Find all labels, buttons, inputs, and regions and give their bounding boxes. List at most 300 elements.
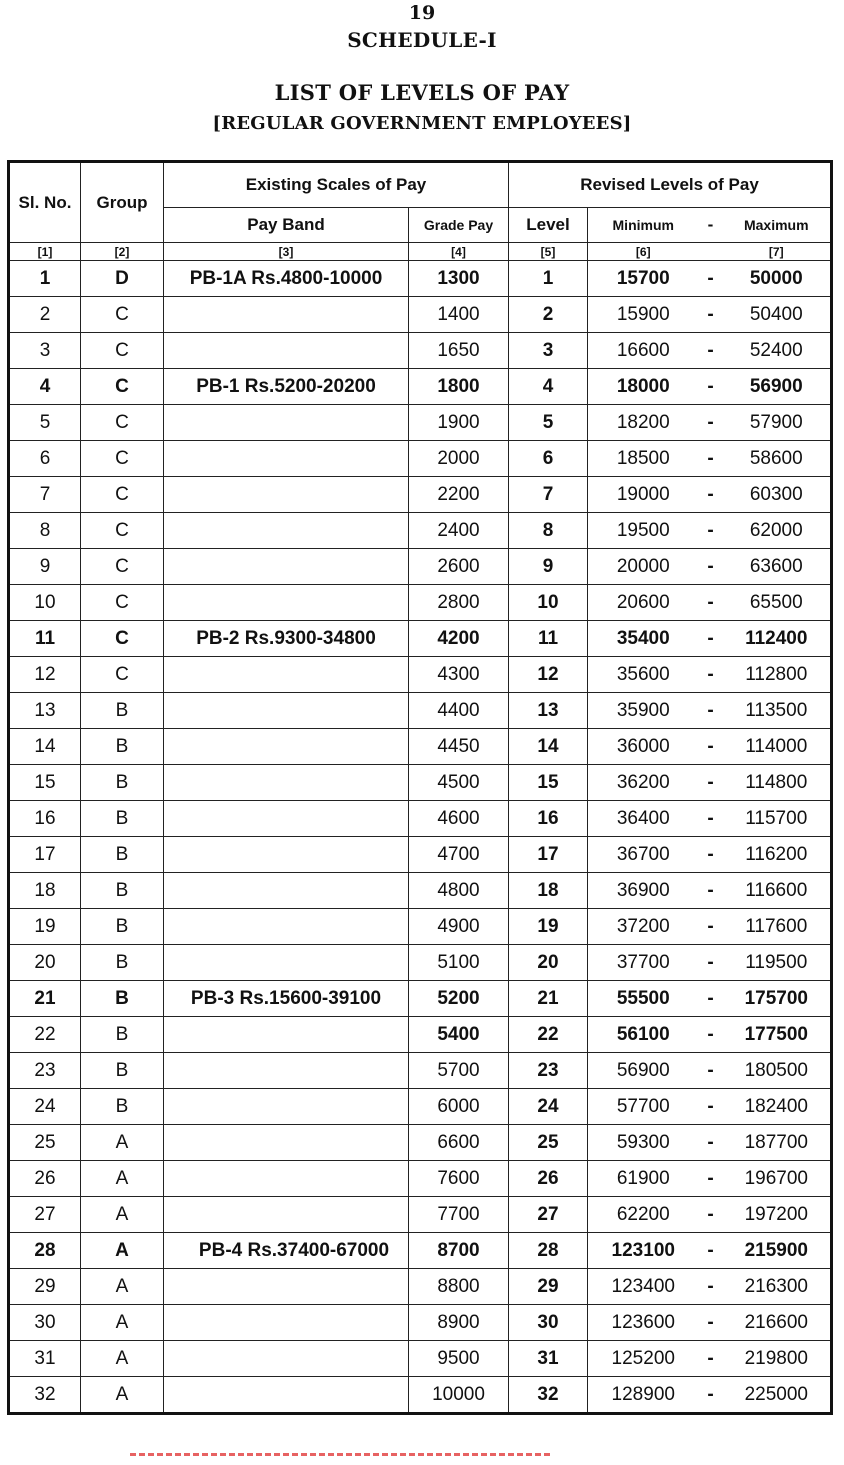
cell-sl-no: 25 [9,1125,81,1161]
cell-minimum: 35900 [588,693,699,729]
cell-minimum: 37200 [588,909,699,945]
cell-sl-no: 12 [9,657,81,693]
cell-pay-band [164,765,409,801]
cell-grade-pay: 8800 [409,1269,509,1305]
cell-pay-band [164,1197,409,1233]
cell-group: A [81,1197,164,1233]
cell-maximum: 197200 [723,1197,832,1233]
cell-sl-no: 17 [9,837,81,873]
col-header-revised-levels: Revised Levels of Pay [509,162,832,208]
cell-grade-pay: 4600 [409,801,509,837]
cell-dash: - [699,909,723,945]
cell-group: B [81,945,164,981]
table-row [9,981,832,1017]
cell-minimum: 61900 [588,1161,699,1197]
cell-dash: - [699,405,723,441]
cell-sl-no: 28 [9,1233,81,1269]
cell-pay-band [164,405,409,441]
cell-dash: - [699,1089,723,1125]
cell-sl-no: 29 [9,1269,81,1305]
cell-sl-no: 26 [9,1161,81,1197]
cell-dash: - [699,441,723,477]
cell-sl-no: 23 [9,1053,81,1089]
cell-minimum: 125200 [588,1341,699,1377]
cell-grade-pay: 7600 [409,1161,509,1197]
cell-sl-no: 2 [9,297,81,333]
cell-level: 18 [509,873,588,909]
cell-grade-pay: 4900 [409,909,509,945]
cell-group: C [81,549,164,585]
cell-level: 11 [509,621,588,657]
cell-dash: - [699,549,723,585]
col-header-sl-no [9,162,81,243]
cell-sl-no: 18 [9,873,81,909]
cell-grade-pay: 10000 [409,1377,509,1414]
cell-minimum: 36200 [588,765,699,801]
cell-minimum: 36000 [588,729,699,765]
col-header-dash: - [699,208,723,243]
cell-dash: - [699,801,723,837]
cell-grade-pay: 7700 [409,1197,509,1233]
pay-levels-table [7,160,833,1415]
table-row [9,1233,832,1269]
table-row [9,657,832,693]
cell-pay-band [164,1053,409,1089]
cell-dash: - [699,945,723,981]
cell-group: B [81,873,164,909]
cell-level: 1 [509,261,588,297]
cell-maximum: 57900 [723,405,832,441]
cell-dash: - [699,1197,723,1233]
cell-minimum: 56100 [588,1017,699,1053]
cell-grade-pay: 1400 [409,297,509,333]
cell-grade-pay: 4450 [409,729,509,765]
cell-maximum: 114800 [723,765,832,801]
cell-sl-no: 13 [9,693,81,729]
cell-group: A [81,1377,164,1414]
cell-maximum: 225000 [723,1377,832,1414]
cell-dash: - [699,873,723,909]
index-cell: [2] [81,243,164,261]
cell-maximum: 187700 [723,1125,832,1161]
cell-sl-no: 9 [9,549,81,585]
cell-pay-band [164,1269,409,1305]
cell-sl-no: 24 [9,1089,81,1125]
cell-group: C [81,621,164,657]
cell-minimum: 55500 [588,981,699,1017]
cell-sl-no: 3 [9,333,81,369]
cell-sl-no: 4 [9,369,81,405]
cell-sl-no: 22 [9,1017,81,1053]
index-cell: [4] [409,243,509,261]
cell-level: 10 [509,585,588,621]
cell-maximum: 56900 [723,369,832,405]
cell-minimum: 36400 [588,801,699,837]
cell-grade-pay: 4700 [409,837,509,873]
cell-maximum: 117600 [723,909,832,945]
cell-dash: - [699,369,723,405]
cell-sl-no: 8 [9,513,81,549]
table-row [9,1161,832,1197]
cell-group: C [81,297,164,333]
cell-group: C [81,369,164,405]
table-row [9,729,832,765]
cell-level: 24 [509,1089,588,1125]
cell-group: C [81,441,164,477]
cell-pay-band: PB-1A Rs.4800-10000 [164,261,409,297]
cell-pay-band [164,585,409,621]
table-row [9,1017,832,1053]
cell-sl-no: 11 [9,621,81,657]
cell-group: A [81,1269,164,1305]
col-header-sl-no-text: Sl. No. [18,192,72,212]
cell-pay-band [164,441,409,477]
cell-level: 25 [509,1125,588,1161]
cell-dash: - [699,261,723,297]
cell-sl-no: 5 [9,405,81,441]
cell-pay-band: PB-4 Rs.37400-67000 [164,1233,409,1269]
cell-pay-band: PB-1 Rs.5200-20200 [164,369,409,405]
cell-minimum: 18500 [588,441,699,477]
cell-maximum: 177500 [723,1017,832,1053]
cell-grade-pay: 5400 [409,1017,509,1053]
table-row [9,369,832,405]
table-row [9,1197,832,1233]
cell-pay-band [164,549,409,585]
table-row [9,1341,832,1377]
cell-dash: - [699,1233,723,1269]
cell-minimum: 56900 [588,1053,699,1089]
cell-group: A [81,1161,164,1197]
cell-grade-pay: 2800 [409,585,509,621]
cell-dash: - [699,729,723,765]
column-index-row [9,243,832,261]
cell-grade-pay: 9500 [409,1341,509,1377]
cell-pay-band [164,1125,409,1161]
cell-level: 15 [509,765,588,801]
cell-pay-band [164,297,409,333]
cell-dash: - [699,1017,723,1053]
cell-pay-band [164,1017,409,1053]
cell-grade-pay: 2200 [409,477,509,513]
cell-group: C [81,657,164,693]
cell-pay-band [164,477,409,513]
cell-group: C [81,333,164,369]
cell-dash: - [699,693,723,729]
cell-level: 12 [509,657,588,693]
cell-group: C [81,513,164,549]
cell-grade-pay: 4800 [409,873,509,909]
cell-grade-pay: 5700 [409,1053,509,1089]
cell-pay-band [164,909,409,945]
cell-minimum: 19000 [588,477,699,513]
page-title: LIST OF LEVELS OF PAY [274,80,570,105]
cell-maximum: 62000 [723,513,832,549]
cell-pay-band [164,873,409,909]
cell-group: B [81,693,164,729]
cell-dash: - [699,981,723,1017]
cell-grade-pay: 1800 [409,369,509,405]
cell-maximum: 113500 [723,693,832,729]
cell-minimum: 123600 [588,1305,699,1341]
cell-maximum: 50400 [723,297,832,333]
cell-grade-pay: 4500 [409,765,509,801]
cell-level: 30 [509,1305,588,1341]
cell-grade-pay: 4400 [409,693,509,729]
cell-pay-band [164,1161,409,1197]
cell-maximum: 182400 [723,1089,832,1125]
cell-group: C [81,477,164,513]
cell-grade-pay: 1900 [409,405,509,441]
cell-sl-no: 15 [9,765,81,801]
cell-minimum: 15900 [588,297,699,333]
cell-pay-band [164,1089,409,1125]
cell-level: 23 [509,1053,588,1089]
cell-group: B [81,1017,164,1053]
col-header-pay-band: Pay Band [164,208,409,243]
table-row [9,945,832,981]
table-row [9,1089,832,1125]
cell-level: 27 [509,1197,588,1233]
cell-sl-no: 10 [9,585,81,621]
table-row [9,1269,832,1305]
cell-level: 13 [509,693,588,729]
cell-maximum: 114000 [723,729,832,765]
cell-sl-no: 19 [9,909,81,945]
cell-sl-no: 14 [9,729,81,765]
cell-grade-pay: 2400 [409,513,509,549]
cell-minimum: 62200 [588,1197,699,1233]
cell-pay-band: PB-3 Rs.15600-39100 [164,981,409,1017]
cell-group: C [81,585,164,621]
table-row [9,1053,832,1089]
cell-dash: - [699,765,723,801]
table-row [9,585,832,621]
cell-maximum: 196700 [723,1161,832,1197]
cell-maximum: 119500 [723,945,832,981]
cell-maximum: 219800 [723,1341,832,1377]
table-row [9,693,832,729]
cell-dash: - [699,837,723,873]
cell-grade-pay: 6000 [409,1089,509,1125]
cell-dash: - [699,1269,723,1305]
col-header-level: Level [509,208,588,243]
cell-maximum: 112400 [723,621,832,657]
index-cell: [7] [723,243,832,261]
cell-grade-pay: 8900 [409,1305,509,1341]
table-row [9,837,832,873]
cell-level: 21 [509,981,588,1017]
cell-minimum: 16600 [588,333,699,369]
cell-sl-no: 30 [9,1305,81,1341]
cell-grade-pay: 5100 [409,945,509,981]
schedule-heading: SCHEDULE-I [347,28,497,52]
cell-pay-band: PB-2 Rs.9300-34800 [164,621,409,657]
red-underline-artifact [130,1453,550,1465]
cell-group: A [81,1305,164,1341]
cell-grade-pay: 1300 [409,261,509,297]
cell-grade-pay: 6600 [409,1125,509,1161]
cell-dash: - [699,621,723,657]
cell-maximum: 115700 [723,801,832,837]
col-header-existing-scales: Existing Scales of Pay [164,162,509,208]
cell-level: 6 [509,441,588,477]
cell-level: 14 [509,729,588,765]
cell-dash: - [699,333,723,369]
cell-sl-no: 32 [9,1377,81,1414]
cell-grade-pay: 4200 [409,621,509,657]
index-cell: [5] [509,243,588,261]
cell-sl-no: 21 [9,981,81,1017]
cell-dash: - [699,1341,723,1377]
table-row [9,1125,832,1161]
table-row [9,765,832,801]
cell-sl-no: 6 [9,441,81,477]
table-row [9,1305,832,1341]
cell-grade-pay: 8700 [409,1233,509,1269]
cell-minimum: 123400 [588,1269,699,1305]
index-cell-spacer [699,243,723,261]
cell-minimum: 20000 [588,549,699,585]
cell-dash: - [699,297,723,333]
cell-pay-band [164,513,409,549]
cell-minimum: 36700 [588,837,699,873]
cell-group: A [81,1341,164,1377]
cell-level: 28 [509,1233,588,1269]
col-header-group: Group [81,162,164,243]
cell-pay-band [164,837,409,873]
cell-group: C [81,405,164,441]
cell-group: B [81,729,164,765]
cell-maximum: 63600 [723,549,832,585]
table-row [9,873,832,909]
cell-maximum: 116600 [723,873,832,909]
cell-level: 20 [509,945,588,981]
cell-pay-band [164,1305,409,1341]
table-row [9,261,832,297]
cell-minimum: 35600 [588,657,699,693]
table-row [9,441,832,477]
table-row [9,1377,832,1414]
cell-level: 3 [509,333,588,369]
cell-pay-band [164,801,409,837]
cell-sl-no: 1 [9,261,81,297]
cell-pay-band [164,1377,409,1414]
cell-level: 8 [509,513,588,549]
cell-dash: - [699,513,723,549]
cell-level: 26 [509,1161,588,1197]
cell-minimum: 20600 [588,585,699,621]
cell-maximum: 216600 [723,1305,832,1341]
cell-minimum: 18000 [588,369,699,405]
table-row [9,909,832,945]
table-row [9,801,832,837]
cell-pay-band [164,945,409,981]
index-cell: [6] [588,243,699,261]
cell-pay-band [164,657,409,693]
cell-sl-no: 16 [9,801,81,837]
table-row [9,513,832,549]
cell-maximum: 180500 [723,1053,832,1089]
cell-group: B [81,981,164,1017]
cell-maximum: 52400 [723,333,832,369]
cell-maximum: 50000 [723,261,832,297]
cell-minimum: 19500 [588,513,699,549]
cell-grade-pay: 2600 [409,549,509,585]
cell-grade-pay: 2000 [409,441,509,477]
cell-level: 2 [509,297,588,333]
cell-pay-band [164,693,409,729]
cell-sl-no: 27 [9,1197,81,1233]
cell-grade-pay: 5200 [409,981,509,1017]
cell-level: 17 [509,837,588,873]
table-row [9,621,832,657]
cell-pay-band [164,1341,409,1377]
col-header-grade-pay: Grade Pay [409,208,509,243]
cell-grade-pay: 1650 [409,333,509,369]
table-row [9,333,832,369]
cell-dash: - [699,1377,723,1414]
index-cell: [1] [9,243,81,261]
cell-maximum: 112800 [723,657,832,693]
index-cell: [3] [164,243,409,261]
cell-group: B [81,801,164,837]
cell-group: A [81,1233,164,1269]
cell-maximum: 116200 [723,837,832,873]
cell-dash: - [699,1053,723,1089]
cell-minimum: 37700 [588,945,699,981]
cell-maximum: 60300 [723,477,832,513]
cell-level: 19 [509,909,588,945]
cell-level: 32 [509,1377,588,1414]
table-row [9,549,832,585]
table-row [9,297,832,333]
cell-maximum: 175700 [723,981,832,1017]
cell-dash: - [699,585,723,621]
table-row [9,477,832,513]
col-header-minimum: Minimum [588,208,699,243]
cell-group: B [81,837,164,873]
cell-pay-band [164,729,409,765]
cell-minimum: 35400 [588,621,699,657]
cell-dash: - [699,1161,723,1197]
cell-dash: - [699,1305,723,1341]
cell-maximum: 58600 [723,441,832,477]
cell-dash: - [699,657,723,693]
cell-maximum: 215900 [723,1233,832,1269]
cell-group: B [81,1089,164,1125]
cell-group: A [81,1125,164,1161]
cell-minimum: 36900 [588,873,699,909]
cell-sl-no: 31 [9,1341,81,1377]
cell-level: 31 [509,1341,588,1377]
cell-grade-pay: 4300 [409,657,509,693]
cell-maximum: 216300 [723,1269,832,1305]
cell-level: 5 [509,405,588,441]
cell-sl-no: 7 [9,477,81,513]
cell-pay-band [164,333,409,369]
cell-maximum: 65500 [723,585,832,621]
cell-level: 16 [509,801,588,837]
cell-minimum: 15700 [588,261,699,297]
cell-group: B [81,1053,164,1089]
cell-sl-no: 20 [9,945,81,981]
page-number: 19 [408,2,436,24]
cell-minimum: 128900 [588,1377,699,1414]
cell-group: B [81,765,164,801]
cell-level: 7 [509,477,588,513]
table-body [9,261,832,1414]
